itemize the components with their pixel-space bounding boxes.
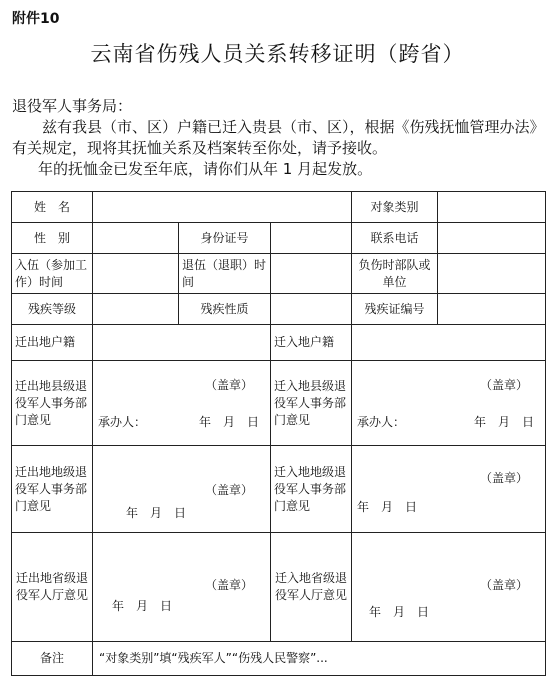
label-out-province: 迁出地省级退役军人厅意见 (12, 533, 93, 642)
date-text: 年 月 日 (112, 599, 173, 613)
intro-paragraph-1: 兹有我县（市、区）户籍已迁入贵县（市、区），根据《伤残抚恤管理办法》有关规定，现将其抚恤关系及档案转至你处，请予接收。 (12, 118, 545, 157)
field-phone[interactable] (438, 223, 546, 254)
label-remark: 备注 (12, 642, 93, 676)
label-out-household: 迁出地户籍 (12, 325, 93, 361)
label-enlist-time: 入伍（参加工作）时间 (12, 254, 93, 294)
field-out-county[interactable] (93, 361, 271, 446)
label-category: 对象类别 (352, 192, 438, 223)
label-in-county: 迁入地县级退役军人事务部门意见 (271, 361, 352, 446)
field-in-county[interactable] (352, 361, 546, 446)
date-text: 年 月 日 (357, 500, 418, 514)
intro-paragraph-2: 年的抚恤金已发至年底，请你们从年 1 月起发放。 (38, 160, 373, 178)
handler-label: 承办人： (98, 415, 147, 429)
label-in-province: 迁入地省级退役军人厅意见 (271, 533, 352, 642)
label-out-city: 迁出地地级退役军人事务部门意见 (12, 446, 93, 533)
date-text: 年 月 日 (198, 415, 259, 429)
field-retire-time[interactable] (271, 254, 352, 294)
addressee: 退役军人事务局： (12, 97, 133, 115)
field-gender[interactable] (93, 223, 179, 254)
stamp-text: （盖章） (480, 378, 529, 392)
label-disability-nature: 残疾性质 (179, 294, 271, 325)
label-out-county: 迁出地县级退役军人事务部门意见 (12, 361, 93, 446)
label-in-city: 迁入地地级退役军人事务部门意见 (271, 446, 352, 533)
field-disability-level[interactable] (93, 294, 179, 325)
date-text: 年 月 日 (126, 506, 187, 520)
label-id-number: 身份证号 (179, 223, 271, 254)
label-disability-level: 残疾等级 (12, 294, 93, 325)
date-text: 年 月 日 (474, 415, 535, 429)
field-out-province[interactable] (93, 533, 271, 642)
field-in-province[interactable] (352, 533, 546, 642)
stamp-text: （盖章） (480, 578, 529, 592)
field-injury-unit[interactable] (438, 254, 546, 294)
label-name: 姓 名 (12, 192, 93, 223)
attachment-label: 附件10 (12, 11, 60, 27)
field-enlist-time[interactable] (93, 254, 179, 294)
label-retire-time: 退伍（退职）时间 (179, 254, 271, 294)
field-out-household[interactable] (93, 325, 271, 361)
field-in-household[interactable] (352, 325, 546, 361)
field-in-city[interactable] (352, 446, 546, 533)
field-out-city[interactable] (93, 446, 271, 533)
label-in-household: 迁入地户籍 (271, 325, 352, 361)
stamp-text: （盖章） (204, 483, 253, 497)
stamp-text: （盖章） (204, 378, 253, 392)
label-injury-unit: 负伤时部队或单位 (352, 254, 438, 294)
transfer-form-table (11, 191, 546, 676)
field-category[interactable] (438, 192, 546, 223)
intro-text (12, 96, 548, 180)
document-title: 云南省伤残人员关系转移证明（跨省） (90, 42, 465, 66)
field-id-number[interactable] (271, 223, 352, 254)
label-gender: 性 别 (12, 223, 93, 254)
stamp-text: （盖章） (480, 471, 529, 485)
label-disability-cert: 残疾证编号 (352, 294, 438, 325)
remark-text: “对象类别”填“残疾军人”“伤残人民警察”... (93, 642, 546, 676)
field-name[interactable] (93, 192, 352, 223)
field-disability-cert[interactable] (438, 294, 546, 325)
label-phone: 联系电话 (352, 223, 438, 254)
field-disability-nature[interactable] (271, 294, 352, 325)
stamp-text: （盖章） (204, 578, 253, 592)
handler-label: 承办人： (357, 415, 406, 429)
date-text: 年 月 日 (369, 605, 430, 619)
